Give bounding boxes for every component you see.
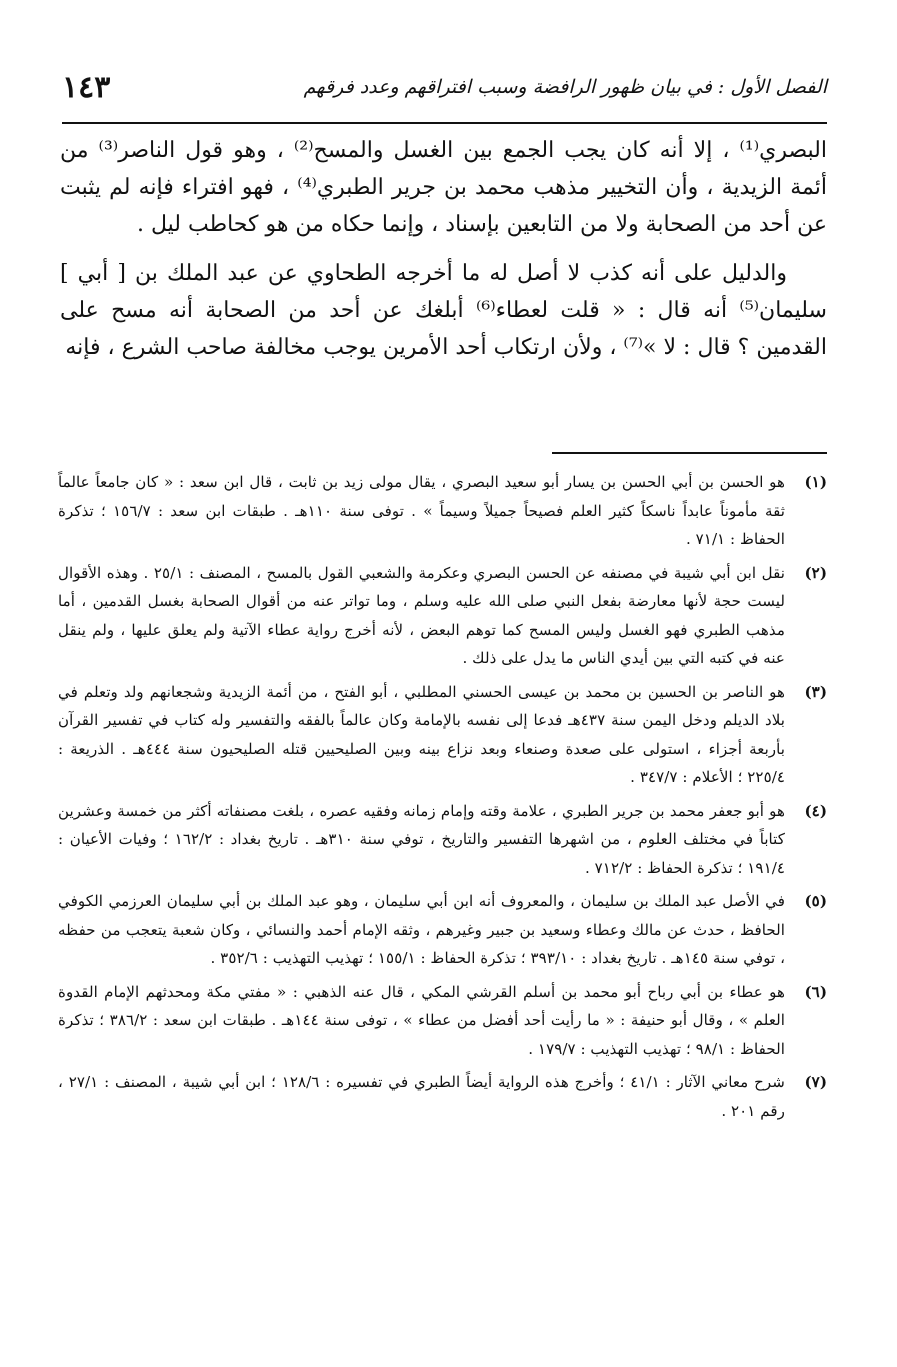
footnote-text: هو أبو جعفر محمد بن جرير الطبري ، علامة وقته وإمام زمانه وفقيه عصره ، بلغت مصنفاته أكثر من خمسة وعشرين كتاباً في مختلف العلوم ، من اشهرها التفسير والتاريخ ، توفي سنة ٣١٠هـ . تاريخ بغداد : ١٦٢/٢ ؛ وفيات الأعيان : ١٩١/٤ ؛ تذكرة الحفاظ : ٧١٢/٢ . bbox=[58, 801, 785, 877]
footnote bbox=[58, 887, 827, 973]
footnote-text: شرح معاني الآثار : ٤١/١ ؛ وأخرج هذه الرواية أيضاً الطبري في تفسيره : ١٢٨/٦ ؛ ابن أبي شيبة ، المصنف : ٢٧/١ ، رقم ٢٠١ . bbox=[58, 1073, 786, 1120]
footnote bbox=[58, 468, 827, 554]
footnote-number: (٢) bbox=[804, 563, 827, 582]
main-text bbox=[60, 132, 827, 366]
footnote-text: هو عطاء بن أبي رباح أبو محمد بن أسلم القرشي المكي ، قال عنه الذهبي : « مفتي مكة ومحدثهم الإمام القدوة العلم » ، وقال أبو حنيفة : « ما رأيت أحد أفضل من عطاء » ، توفى سنة ١٤٤هـ . طبقات ابن سعد : ٣٨٦/٢ ؛ تذكرة الحفاظ : ٩٨/١ ؛ تهذيب التهذيب : ١٧٩/٧ . bbox=[58, 982, 785, 1058]
chapter-title: الفصل الأول : في بيان ظهور الرافضة وسبب افتراقهم وعدد فرقهم bbox=[303, 76, 827, 98]
footnote bbox=[58, 559, 827, 673]
footnotes bbox=[58, 468, 827, 1130]
footnote-number: (٥) bbox=[804, 892, 827, 910]
footnote-number: (٤) bbox=[804, 801, 827, 820]
running-header bbox=[62, 62, 827, 124]
footnote-text: في الأصل عبد الملك بن سليمان ، والمعروف أنه ابن أبي سليمان ، وهو عبد الملك بن أبي سليمان العرزمي الكوفي الحافظ ، حدث عن مالك وعطاء وسعيد بن جبير وغيرهم ، وثقه الإمام أحمد والنسائي ، وكان شعبة يتعجب من حفظه ، توفي سنة ١٤٥هـ . تاريخ بغداد : ٣٩٣/١٠ ؛ تذكرة الحفاظ : ١٥٥/١ ؛ تهذيب التهذيب : ٣٥٢/٦ . bbox=[58, 892, 785, 967]
footnote bbox=[58, 797, 827, 883]
footnote-number: (٦) bbox=[804, 982, 827, 1001]
footnote-number: (٣) bbox=[804, 682, 827, 701]
footnote bbox=[58, 678, 827, 792]
footnote bbox=[58, 1068, 827, 1125]
footnote-number: (٧) bbox=[804, 1073, 827, 1091]
footnote-text: هو الحسن بن أبي الحسن بن يسار أبو سعيد البصري ، يقال مولى زيد بن ثابت ، قال ابن سعد : « كان جامعاً عالماً ثقة مأموناً عابداً ناسكاً كثير العلم فصيحاً جميلاً وسيماً » . توفى سنة ١١٠هـ . طبقات ابن سعد : ١٥٦/٧ ؛ تذكرة الحفاظ : ٧١/١ . bbox=[58, 473, 786, 548]
paragraph: والدليل على أنه كذب لا أصل له ما أخرجه الطحاوي عن عبد الملك بن [ أبي ] سليمان⁽⁵⁾ أنه قال : « قلت لعطاء⁽⁶⁾ أبلغك عن أحد من الصحابة أنه مسح على القدمين ؟ قال : لا »⁽⁷⁾ ، ولأن ارتكاب أحد الأمرين يوجب مخالفة صاحب الشرع ، فإنه bbox=[60, 261, 827, 360]
footnote bbox=[58, 978, 827, 1064]
footnote-number: (١) bbox=[804, 473, 827, 491]
paragraph: البصري⁽¹⁾ ، إلا أنه كان يجب الجمع بين الغسل والمسح⁽²⁾ ، وهو قول الناصر⁽³⁾ من أئمة الزيدية ، وأن التخيير مذهب محمد بن جرير الطبري⁽⁴⁾ ، فهو افتراء فإنه لم يثبت عن أحد من الصحابة ولا من التابعين بإسناد ، وإنما حكاه من هو كحاطب ليل . bbox=[60, 138, 827, 237]
footnote-text: نقل ابن أبي شيبة في مصنفه عن الحسن البصري وعكرمة والشعبي القول بالمسح ، المصنف : ٢٥/١ . وهذه الأقوال ليست حجة لأنها معارضة بفعل النبي صلى الله عليه وسلم ، وما تواتر عنه من أقوال الصحابة بغسل القدمين ، أما مذهب الطبري فهو الغسل وليس المسح كما توهم البعض ، لأنه أخرج رواية عطاء الآتية ولم يعلق عليها ، ولم ينقل عنه في كتبه التي بين أيدي الناس ما يدل على ذلك . bbox=[58, 563, 786, 667]
page-number: ١٤٣ bbox=[62, 70, 111, 105]
footnote-separator bbox=[552, 452, 827, 454]
footnote-text: هو الناصر بن الحسين بن محمد بن عيسى الحسني المطلبي ، أبو الفتح ، من أئمة الزيدية وشجعانهم ولد وتعلم في بلاد الديلم ودخل اليمن سنة ٤٣٧هـ فدعا إلى نفسه بالإمامة وكان عالماً بالفقه والتفسير وله كتاب في تفسير القرآن بأربعة أجزاء ، استولى على صعدة وصنعاء وبعد نزاع بينه وبين الصليحيين قتله الصليحيون سنة ٤٤٤هـ . الذريعة : ٢٢٥/٤ ؛ الأعلام : ٣٤٧/٧ . bbox=[58, 682, 785, 786]
